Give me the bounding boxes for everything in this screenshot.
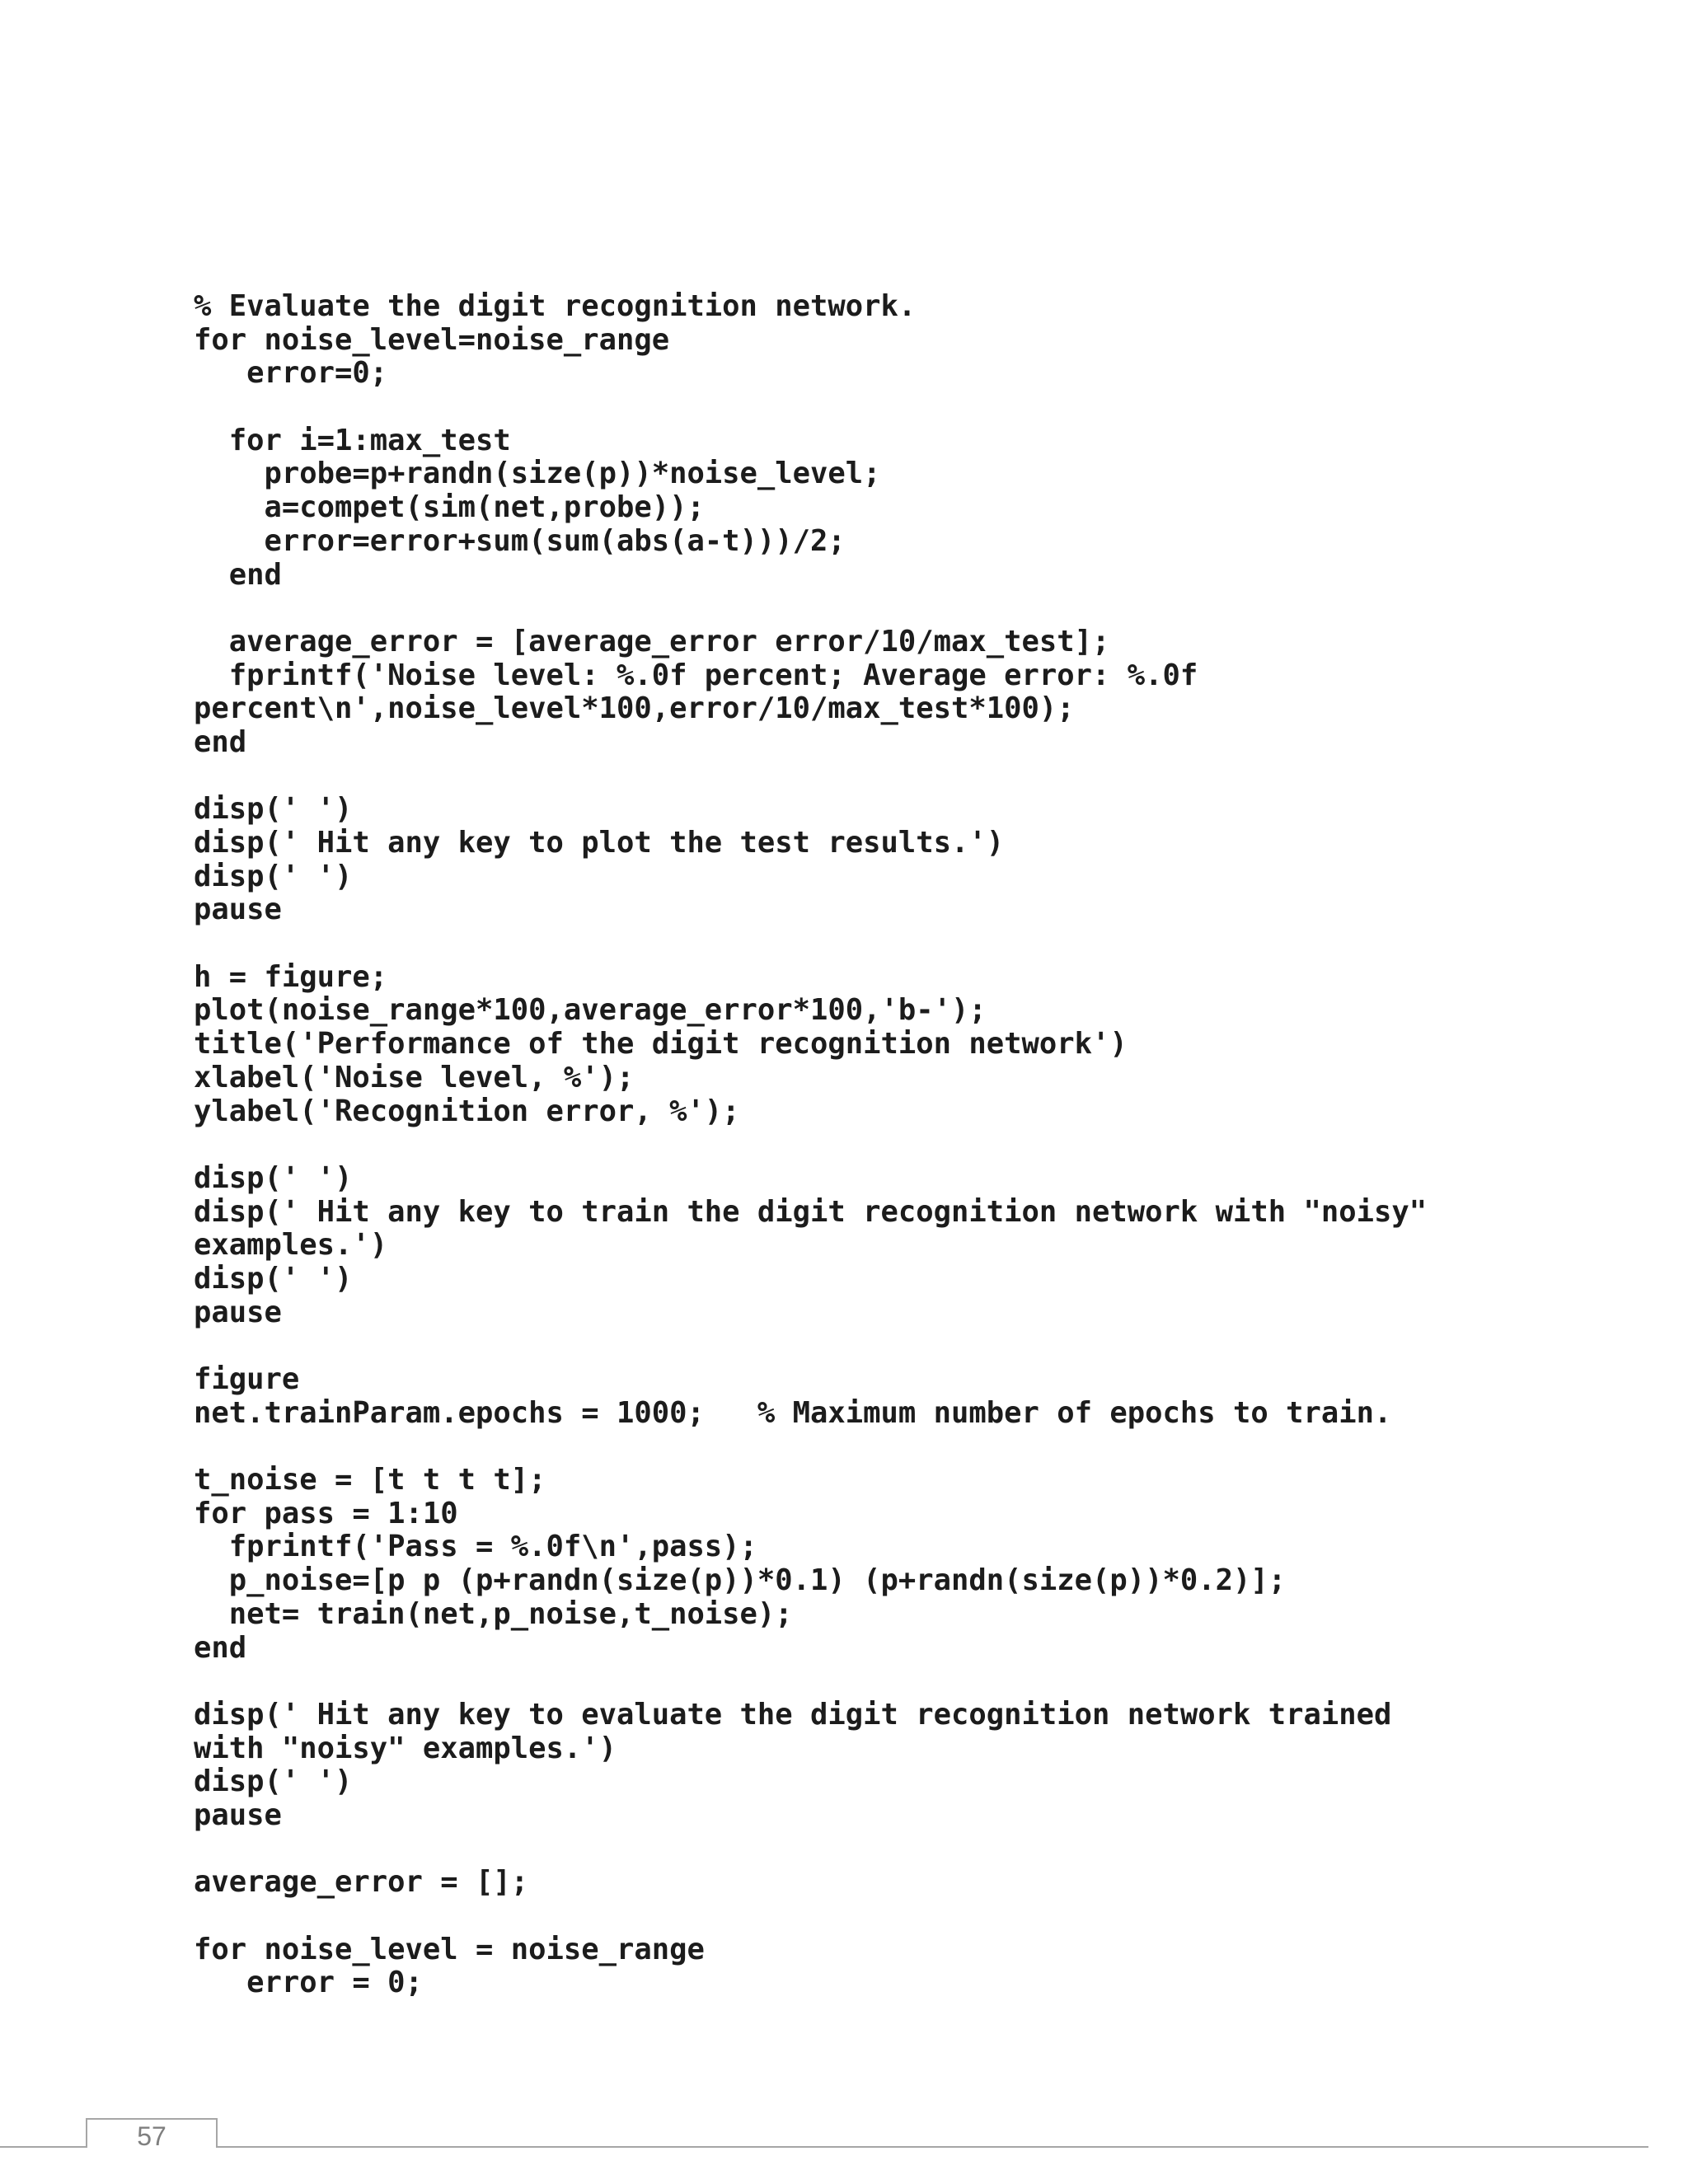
code-line: average_error = []; — [194, 1865, 529, 1900]
code-line: average_error = [average_error error/10/max_test]; — [194, 624, 1110, 658]
code-line: fprintf('Noise level: %.0f percent; Average error: %.0f — [194, 658, 1198, 692]
code-line: examples.') — [194, 1228, 388, 1263]
code-line: p_noise=[p p (p+randn(size(p))*0.1) (p+randn(size(p))*0.2)]; — [194, 1563, 1287, 1598]
code-line: title('Performance of the digit recognition network') — [194, 1027, 1128, 1062]
code-line: disp(' ') — [194, 859, 353, 893]
code-line: end — [194, 1630, 247, 1665]
code-line — [194, 1900, 1427, 1933]
code-line — [194, 927, 1427, 961]
code-line: xlabel('Noise level, %'); — [194, 1060, 635, 1094]
code-line: end — [194, 724, 247, 759]
code-line: figure — [194, 1362, 300, 1396]
code-line — [194, 1430, 1427, 1464]
code-line: disp(' ') — [194, 792, 353, 827]
code-line: error = 0; — [194, 1966, 423, 2000]
footer-rule — [0, 2146, 1648, 2148]
code-line: disp(' Hit any key to evaluate the digit recognition network trained — [194, 1697, 1392, 1732]
code-line — [194, 592, 1427, 626]
code-line: error=0; — [194, 356, 388, 391]
code-line: t_noise = [t t t t]; — [194, 1463, 546, 1497]
code-line: for noise_level=noise_range — [194, 322, 670, 357]
code-line: probe=p+randn(size(p))*noise_level; — [194, 457, 881, 491]
code-line — [194, 1329, 1427, 1363]
code-line: a=compet(sim(net,probe)); — [194, 490, 705, 525]
code-line: pause — [194, 893, 282, 927]
code-line — [194, 760, 1427, 794]
code-line: h = figure; — [194, 959, 388, 994]
code-line: for noise_level = noise_range — [194, 1932, 705, 1966]
code-listing — [194, 290, 1427, 2000]
code-line: for pass = 1:10 — [194, 1496, 458, 1530]
code-line: % Evaluate the digit recognition network. — [194, 289, 917, 323]
code-line: end — [194, 557, 282, 592]
code-line: pause — [194, 1797, 282, 1832]
code-line: pause — [194, 1295, 282, 1329]
code-line — [194, 391, 1427, 424]
code-line: percent\n',noise_level*100,error/10/max_test*100); — [194, 691, 1075, 726]
code-line: disp(' Hit any key to plot the test results.') — [194, 826, 1005, 860]
code-line: plot(noise_range*100,average_error*100,'b-'); — [194, 993, 987, 1028]
code-line: with "noisy" examples.') — [194, 1731, 617, 1765]
code-line: net= train(net,p_noise,t_noise); — [194, 1596, 793, 1631]
code-line: disp(' Hit any key to train the digit recognition network with "noisy" — [194, 1194, 1428, 1229]
page-number: 57 — [137, 2121, 166, 2151]
code-line: disp(' ') — [194, 1765, 353, 1799]
code-line: net.trainParam.epochs = 1000; % Maximum number of epochs to train. — [194, 1395, 1392, 1430]
code-line: disp(' ') — [194, 1160, 353, 1195]
code-line — [194, 1665, 1427, 1699]
code-line — [194, 1833, 1427, 1867]
code-line: error=error+sum(sum(abs(a-t)))/2; — [194, 523, 846, 558]
code-line: for i=1:max_test — [194, 423, 511, 457]
code-line: ylabel('Recognition error, %'); — [194, 1094, 740, 1128]
code-line — [194, 1128, 1427, 1162]
code-line: fprintf('Pass = %.0f\n',pass); — [194, 1530, 757, 1564]
code-line: disp(' ') — [194, 1261, 353, 1296]
